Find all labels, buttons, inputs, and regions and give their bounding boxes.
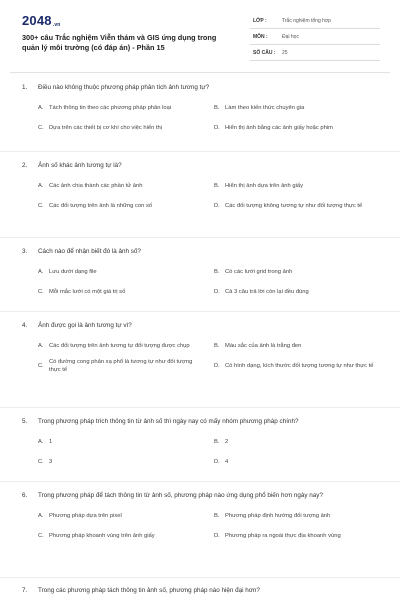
option-letter: B.: [214, 104, 220, 111]
question-text: [22, 247, 390, 256]
option-a[interactable]: [38, 98, 214, 118]
option-letter: B.: [214, 512, 220, 519]
option-text: Có các lưới grid trong ảnh: [225, 268, 293, 275]
option-letter: C.: [38, 124, 44, 131]
document-header: [0, 0, 400, 64]
option-letter: C.: [38, 288, 44, 295]
question-text: [22, 161, 390, 170]
meta-table: [250, 13, 380, 61]
option-d[interactable]: [214, 526, 390, 546]
option-list: [22, 506, 390, 546]
option-d[interactable]: [214, 282, 390, 302]
option-list: [22, 98, 390, 138]
logo-text: 2048: [22, 13, 52, 28]
option-text: Màu sắc của ảnh là trắng đen: [225, 342, 302, 349]
option-text: Làm theo kiến thức chuyên gia: [225, 104, 305, 111]
question-item: [0, 312, 400, 408]
option-d[interactable]: [214, 452, 390, 472]
option-list: [22, 432, 390, 472]
option-text: Phương pháp dựa trên pixel: [49, 512, 122, 519]
option-text: Hiển thị ảnh dựa trên ảnh giấy: [225, 182, 304, 189]
option-letter: D.: [214, 288, 220, 295]
question-list: [0, 74, 400, 595]
option-letter: A.: [38, 342, 44, 349]
option-b[interactable]: [214, 336, 390, 356]
question-text: [22, 83, 390, 92]
question-item: [0, 578, 400, 595]
option-letter: A.: [38, 438, 44, 445]
option-text: Các đối tượng không tương tự như đối tượng thực tế: [225, 202, 363, 209]
option-text: Phương pháp ra ngoài thực địa khoanh vùng: [225, 532, 341, 539]
option-letter: B.: [214, 182, 220, 189]
option-b[interactable]: [214, 262, 390, 282]
question-body: Ảnh được gọi là ảnh tương tự vì?: [38, 322, 132, 329]
option-c[interactable]: [38, 356, 214, 376]
meta-value: 25: [282, 50, 288, 56]
question-item: [0, 408, 400, 482]
option-list: [22, 176, 390, 216]
option-letter: C.: [38, 458, 44, 465]
option-c[interactable]: [38, 452, 214, 472]
option-d[interactable]: [214, 196, 390, 216]
question-text: [22, 417, 390, 426]
option-a[interactable]: [38, 262, 214, 282]
option-text: Có hình dạng, kích thước đối tượng tương tự như thực tế: [225, 362, 374, 369]
option-a[interactable]: [38, 176, 214, 196]
option-list: [22, 262, 390, 302]
question-number: 6.: [22, 492, 28, 499]
option-b[interactable]: [214, 98, 390, 118]
question-body: Trong phương pháp trích thông tin từ ảnh số thì ngày nay có mấy nhóm phương pháp chính?: [38, 418, 299, 425]
option-text: Các ảnh chia thành các phần tử ảnh: [49, 182, 143, 189]
question-body: Cách nào để nhận biết đó là ảnh số?: [38, 248, 141, 255]
meta-row-class: [250, 13, 380, 29]
option-a[interactable]: [38, 506, 214, 526]
option-text: Tách thông tin theo các phương pháp phân loại: [49, 104, 172, 111]
question-number: 1.: [22, 84, 28, 91]
option-c[interactable]: [38, 118, 214, 138]
option-text: 3: [49, 458, 53, 465]
option-b[interactable]: [214, 506, 390, 526]
logo-suffix: .vn: [52, 22, 61, 28]
option-text: Các đối tượng trên ảnh là những con số: [49, 202, 153, 209]
option-list: [22, 336, 390, 376]
option-text: Dựa trên các thiết bị cơ khí cho việc hiển thị: [49, 124, 163, 131]
question-number: 2.: [22, 162, 28, 169]
option-letter: A.: [38, 268, 44, 275]
option-letter: D.: [214, 124, 220, 131]
site-logo[interactable]: [22, 13, 61, 28]
option-c[interactable]: [38, 282, 214, 302]
option-b[interactable]: [214, 432, 390, 452]
option-letter: B.: [214, 268, 220, 275]
question-number: 5.: [22, 418, 28, 425]
option-d[interactable]: [214, 118, 390, 138]
meta-value: Trắc nghiệm tổng hợp: [282, 18, 331, 24]
question-item: [0, 238, 400, 312]
option-text: Phương pháp khoanh vùng trên ảnh giấy: [49, 532, 155, 539]
option-text: Cả 3 câu trả lời còn lại đều đúng: [225, 288, 309, 295]
option-text: Lưu dưới dạng file: [49, 268, 97, 275]
option-letter: D.: [214, 532, 220, 539]
meta-key: MÔN :: [253, 34, 268, 40]
option-text: Các đối tượng trên ảnh tương tự đối tượng được chụp: [49, 342, 190, 349]
question-body: Ảnh số khác ảnh tương tự là?: [38, 162, 122, 169]
option-c[interactable]: [38, 196, 214, 216]
question-text: [22, 321, 390, 330]
option-d[interactable]: [214, 356, 390, 376]
option-a[interactable]: [38, 432, 214, 452]
question-number: 4.: [22, 322, 28, 329]
option-letter: D.: [214, 458, 220, 465]
question-item: [0, 74, 400, 152]
option-text: 4: [225, 458, 229, 465]
question-body: Trong phương pháp để tách thông tin từ ảnh số, phương pháp nào ứng dụng phổ biến hơn ngày nay?: [38, 492, 323, 499]
question-body: Điều nào không thuộc phương pháp phân tích ảnh tương tự?: [38, 84, 210, 91]
question-item: [0, 482, 400, 578]
question-text: [22, 491, 390, 500]
option-text: Hiển thị ảnh bằng các ảnh giấy hoặc phim: [225, 124, 333, 131]
question-number: 7.: [22, 587, 28, 594]
header-divider: [10, 72, 390, 73]
option-letter: C.: [38, 362, 44, 369]
option-letter: C.: [38, 532, 44, 539]
meta-row-subject: [250, 29, 380, 45]
option-letter: D.: [214, 362, 220, 369]
option-letter: A.: [38, 512, 44, 519]
option-text: 2: [225, 438, 229, 445]
option-b[interactable]: [214, 176, 390, 196]
question-item: [0, 152, 400, 238]
question-body: Trong các phương pháp tách thông tin ảnh số, phương pháp nào hiện đại hơn?: [38, 587, 260, 594]
meta-value: Đại học: [282, 34, 299, 40]
option-letter: D.: [214, 202, 220, 209]
meta-key: SỐ CÂU :: [253, 50, 276, 56]
option-letter: A.: [38, 182, 44, 189]
option-text: Mỗi mắc lưới có một giá trị số: [49, 288, 126, 295]
meta-key: LỚP :: [253, 18, 267, 24]
option-text: Có đường cong phản xạ phổ là tương tự như đối tượng thực tế: [49, 358, 193, 373]
option-letter: A.: [38, 104, 44, 111]
document-title: 300+ câu Trắc nghiệm Viễn thám và GIS ứng dụng trong quản lý môi trường (có đáp án) - Phần 15: [22, 33, 217, 52]
option-a[interactable]: [38, 336, 214, 356]
option-text: Phương pháp định hướng đối tượng ảnh: [225, 512, 331, 519]
option-letter: B.: [214, 342, 220, 349]
option-letter: B.: [214, 438, 220, 445]
option-text: 1: [49, 438, 53, 445]
question-number: 3.: [22, 248, 28, 255]
meta-row-count: [250, 45, 380, 61]
question-text: [22, 586, 390, 595]
option-c[interactable]: [38, 526, 214, 546]
option-letter: C.: [38, 202, 44, 209]
